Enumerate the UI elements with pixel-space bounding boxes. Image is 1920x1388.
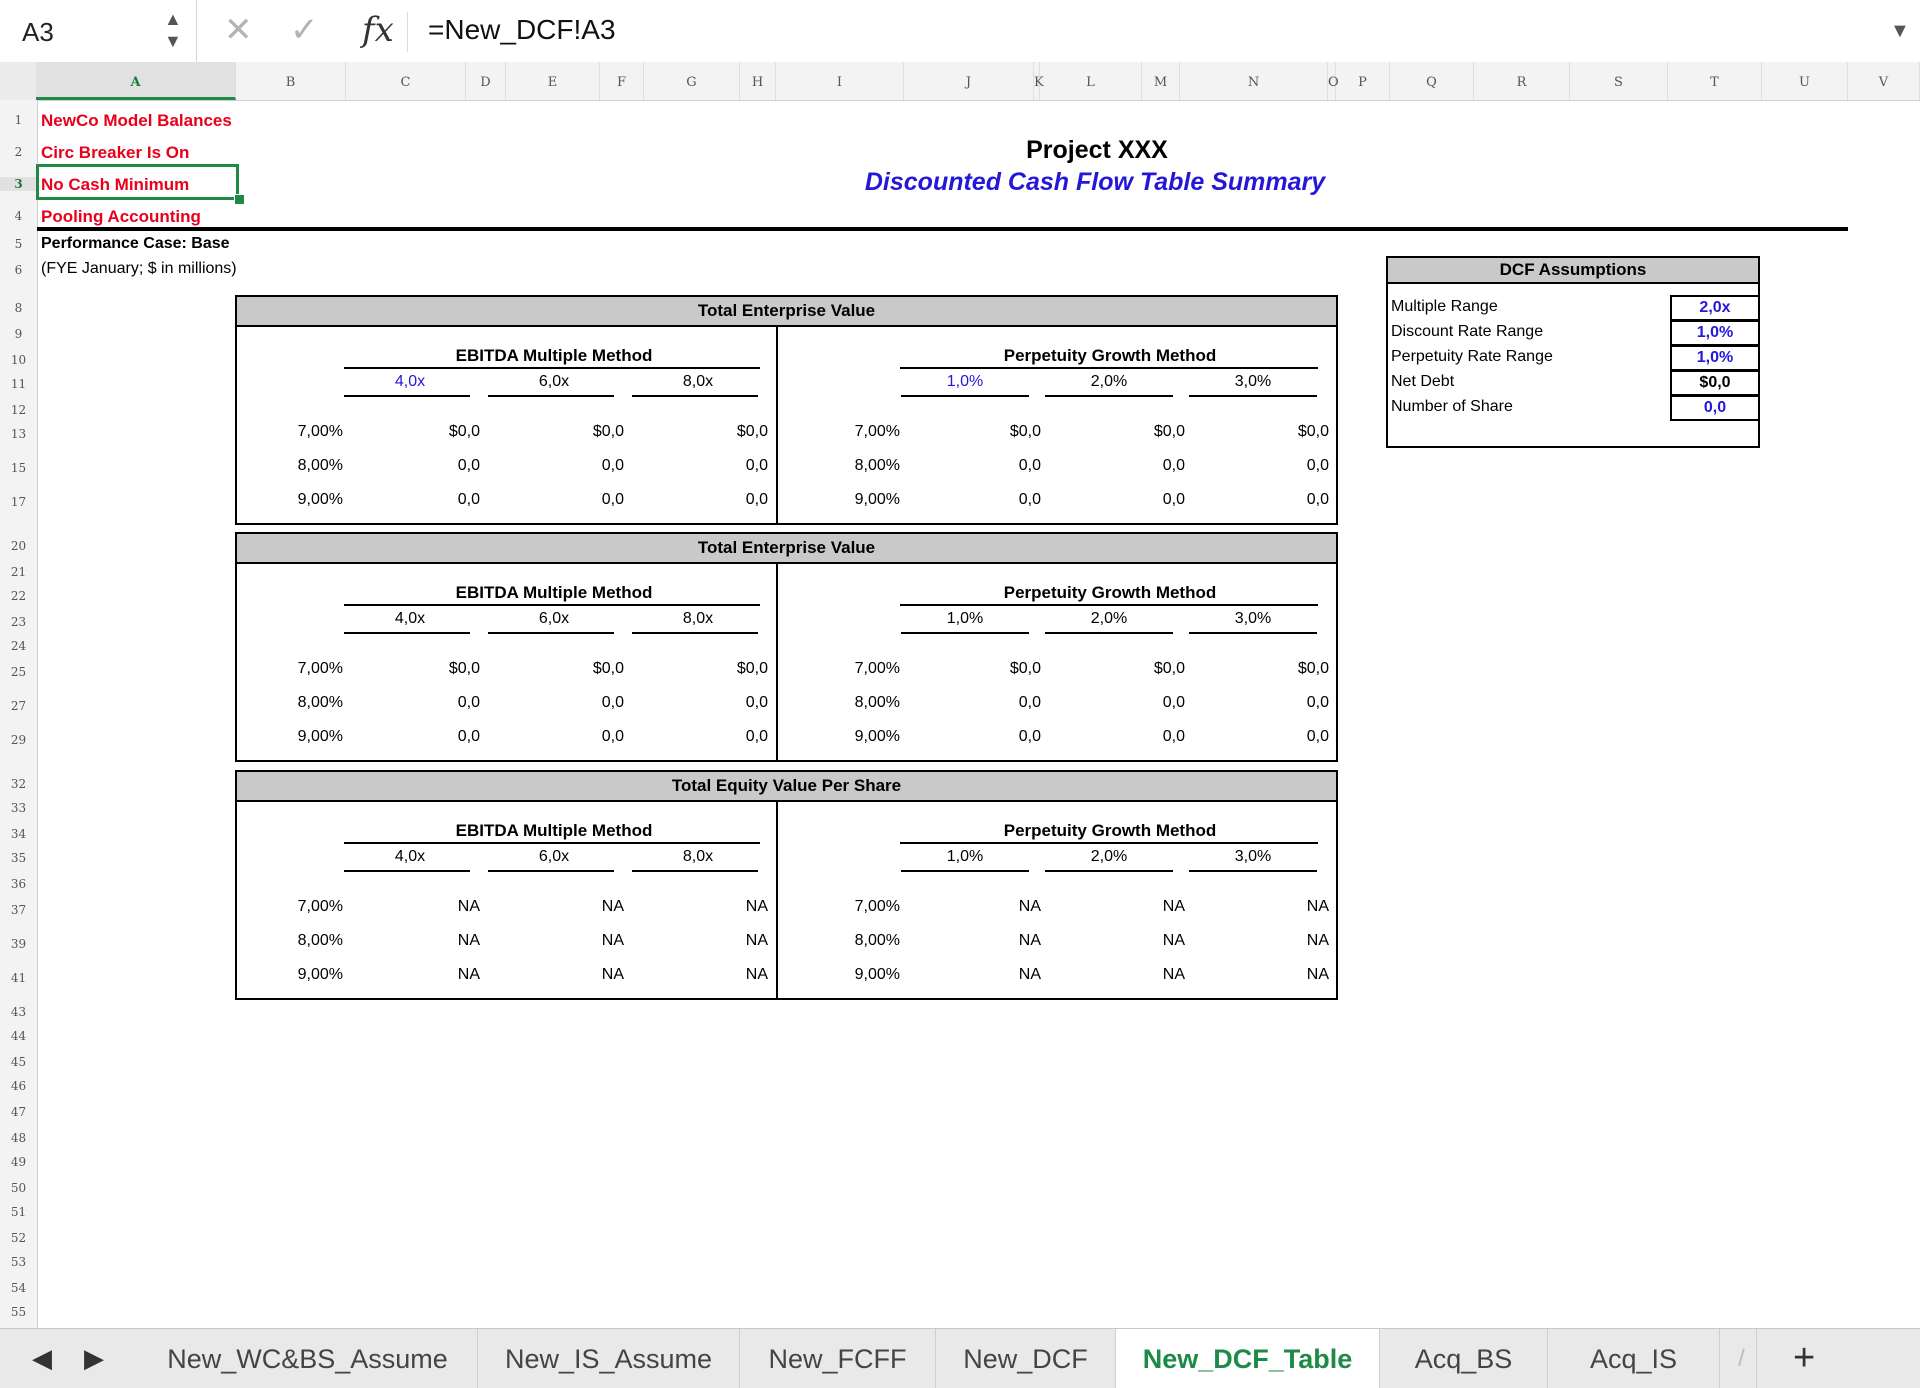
column-header-r[interactable]: R (1474, 62, 1570, 100)
header-rule (37, 227, 1848, 231)
sheet-tab-new-dcf[interactable]: New_DCF (936, 1329, 1116, 1388)
row-header-27[interactable]: 27 (10, 699, 27, 713)
table-cell[interactable]: 0,0 (1018, 694, 1041, 711)
perpetuity-method-title: Perpetuity Growth Method (1003, 583, 1217, 602)
growth-header[interactable]: 1,0% (946, 610, 984, 627)
growth-header[interactable]: 3,0% (1234, 610, 1272, 627)
column-header-d[interactable]: D (466, 62, 506, 100)
column-header-e[interactable]: E (506, 62, 600, 100)
column-header-bar (0, 62, 1920, 101)
growth-header[interactable]: 3,0% (1234, 848, 1272, 865)
row-header-54[interactable]: 54 (10, 1281, 27, 1295)
row-header-48[interactable]: 48 (10, 1131, 27, 1145)
ebitda-method-title: EBITDA Multiple Method (455, 821, 653, 840)
header-underline (1045, 395, 1173, 397)
method-underline (344, 367, 760, 369)
column-header-p[interactable]: P (1336, 62, 1390, 100)
table-cell[interactable]: 0,0 (745, 457, 768, 474)
discount-rate-label[interactable]: 9,00% (297, 966, 343, 983)
table-cell[interactable]: 0,0 (601, 457, 624, 474)
row-header-17[interactable]: 17 (10, 495, 27, 509)
table-cell[interactable]: NA (745, 966, 768, 983)
table-cell[interactable]: 0,0 (1162, 457, 1185, 474)
table-cell[interactable]: 0,0 (601, 491, 624, 508)
row-header-46[interactable]: 46 (10, 1079, 27, 1093)
sheet-tab-overflow[interactable]: / (1727, 1329, 1757, 1388)
multiple-header[interactable]: 6,0x (538, 610, 570, 627)
fill-handle[interactable] (234, 194, 245, 205)
table-cell[interactable]: 0,0 (745, 491, 768, 508)
page-subtitle: Discounted Cash Flow Table Summary (864, 168, 1326, 196)
name-box[interactable] (0, 0, 197, 62)
table-cell[interactable]: 0,0 (745, 694, 768, 711)
prev-sheet-icon[interactable]: ◀ (32, 1343, 52, 1373)
column-header-n[interactable]: N (1180, 62, 1328, 100)
method-underline (900, 604, 1318, 606)
perpetuity-method-title: Perpetuity Growth Method (1003, 346, 1217, 365)
discount-rate-label[interactable]: 9,00% (854, 491, 900, 508)
column-header-u[interactable]: U (1762, 62, 1848, 100)
row-header-50[interactable]: 50 (10, 1181, 27, 1195)
table-cell[interactable]: 0,0 (1162, 728, 1185, 745)
discount-rate-label[interactable]: 9,00% (854, 966, 900, 983)
header-underline (1189, 632, 1317, 634)
header-underline (344, 870, 470, 872)
header-underline (488, 632, 614, 634)
growth-header[interactable]: 2,0% (1090, 848, 1128, 865)
table-cell[interactable]: 0,0 (457, 457, 480, 474)
growth-header[interactable]: 2,0% (1090, 610, 1128, 627)
table-cell[interactable]: NA (1306, 932, 1329, 949)
table-cell[interactable]: NA (601, 898, 624, 915)
assumption-value[interactable]: 1,0% (1670, 320, 1760, 346)
table-cell[interactable]: $0,0 (1297, 660, 1329, 677)
table-cell[interactable]: 0,0 (745, 728, 768, 745)
header-underline (1189, 395, 1317, 397)
growth-header[interactable]: 1,0% (946, 373, 984, 390)
table-cell[interactable]: 0,0 (601, 728, 624, 745)
method-underline (344, 604, 760, 606)
page-title: Project XXX (1026, 136, 1168, 164)
header-underline (632, 395, 758, 397)
row-header-37[interactable]: 37 (10, 903, 27, 917)
header-underline (901, 870, 1029, 872)
table-cell[interactable]: NA (1018, 932, 1041, 949)
row-header-53[interactable]: 53 (10, 1255, 27, 1269)
function-icon[interactable]: fx (362, 10, 394, 50)
discount-rate-label[interactable]: 9,00% (297, 491, 343, 508)
table-cell[interactable]: 0,0 (1306, 457, 1329, 474)
table-cell[interactable]: 0,0 (1162, 694, 1185, 711)
assumption-value[interactable]: 0,0 (1670, 395, 1760, 421)
table-cell[interactable]: $0,0 (592, 423, 624, 440)
formula-bar (0, 0, 1920, 63)
table-cell[interactable]: 0,0 (1306, 491, 1329, 508)
table-divider (776, 800, 778, 1000)
row-header-2[interactable]: 2 (14, 145, 23, 159)
table-cell[interactable]: 0,0 (1018, 491, 1041, 508)
row-header-1[interactable]: 1 (14, 113, 23, 127)
discount-rate-label[interactable]: 8,00% (854, 932, 900, 949)
method-underline (900, 842, 1318, 844)
multiple-header[interactable]: 4,0x (394, 373, 426, 390)
row-header-13[interactable]: 13 (10, 427, 27, 441)
sheet-tab-new-wc-bs-assume[interactable]: New_WC&BS_Assume (138, 1329, 478, 1388)
row-header-15[interactable]: 15 (10, 461, 27, 475)
column-header-c[interactable]: C (346, 62, 466, 100)
assumption-label[interactable]: Discount Rate Range (1391, 323, 1544, 340)
discount-rate-label[interactable]: 8,00% (854, 457, 900, 474)
column-header-k[interactable]: K (1034, 62, 1040, 100)
row-header-45[interactable]: 45 (10, 1055, 27, 1069)
assumption-value[interactable]: 1,0% (1670, 345, 1760, 371)
table-cell[interactable]: NA (1162, 898, 1185, 915)
table-cell[interactable]: NA (457, 932, 480, 949)
table-cell[interactable]: NA (1162, 932, 1185, 949)
row-header-55[interactable]: 55 (10, 1305, 27, 1319)
table-cell[interactable]: 0,0 (1018, 457, 1041, 474)
table-cell[interactable]: $0,0 (1009, 423, 1041, 440)
table-cell[interactable]: 0,0 (1306, 694, 1329, 711)
table-cell[interactable]: NA (601, 932, 624, 949)
row-header-41[interactable]: 41 (10, 971, 27, 985)
header-underline (1045, 870, 1173, 872)
row-header-51[interactable]: 51 (10, 1205, 27, 1219)
table-cell[interactable]: NA (457, 966, 480, 983)
row-header-25[interactable]: 25 (10, 665, 27, 679)
column-header-m[interactable]: M (1142, 62, 1180, 100)
dcf-assumptions-title: DCF Assumptions (1388, 258, 1758, 284)
table-cell[interactable]: NA (745, 898, 768, 915)
column-header-h[interactable]: H (740, 62, 776, 100)
table-title: Total Equity Value Per Share (237, 772, 1336, 802)
header-underline (344, 395, 470, 397)
row-header-29[interactable]: 29 (10, 733, 27, 747)
header-underline (1045, 632, 1173, 634)
table-title: Total Enterprise Value (237, 534, 1336, 564)
table-cell[interactable]: NA (1018, 898, 1041, 915)
table-cell[interactable]: 0,0 (457, 694, 480, 711)
discount-rate-label[interactable]: 7,00% (854, 898, 900, 915)
row-header-47[interactable]: 47 (10, 1105, 27, 1119)
method-underline (344, 842, 760, 844)
sheet-tab-new-is-assume[interactable]: New_IS_Assume (478, 1329, 740, 1388)
header-underline (901, 395, 1029, 397)
column-header-l[interactable]: L (1040, 62, 1142, 100)
table-cell[interactable]: $0,0 (448, 423, 480, 440)
table-cell[interactable]: 0,0 (457, 491, 480, 508)
column-header-g[interactable]: G (644, 62, 740, 100)
sheet-tab-new-fcff[interactable]: New_FCFF (740, 1329, 936, 1388)
flag-model-balances[interactable]: NewCo Model Balances (41, 111, 232, 130)
table-divider (776, 562, 778, 762)
multiple-header[interactable]: 8,0x (682, 373, 714, 390)
row-header-49[interactable]: 49 (10, 1155, 27, 1169)
header-underline (632, 870, 758, 872)
column-header-q[interactable]: Q (1390, 62, 1474, 100)
multiple-header[interactable]: 4,0x (394, 848, 426, 865)
assumption-value[interactable]: $0,0 (1670, 370, 1760, 396)
assumption-label[interactable]: Number of Share (1391, 398, 1513, 415)
chevron-down-icon[interactable]: ▼ (164, 31, 182, 51)
multiple-header[interactable]: 4,0x (394, 610, 426, 627)
header-underline (1189, 870, 1317, 872)
next-sheet-icon[interactable]: ▶ (84, 1343, 104, 1373)
table-cell[interactable]: 0,0 (1162, 491, 1185, 508)
multiple-header[interactable]: 6,0x (538, 373, 570, 390)
perpetuity-method-title: Perpetuity Growth Method (1003, 821, 1217, 840)
table-cell[interactable]: $0,0 (592, 660, 624, 677)
header-underline (488, 870, 614, 872)
table-cell[interactable]: NA (1018, 966, 1041, 983)
discount-rate-label[interactable]: 7,00% (854, 423, 900, 440)
growth-header[interactable]: 2,0% (1090, 373, 1128, 390)
row-header-24[interactable]: 24 (10, 639, 27, 653)
table-cell[interactable]: $0,0 (736, 660, 768, 677)
table-cell[interactable]: NA (1306, 898, 1329, 915)
row-header-9[interactable]: 9 (14, 327, 23, 341)
row-header-22[interactable]: 22 (10, 589, 27, 603)
assumption-value[interactable]: 2,0x (1670, 295, 1760, 321)
discount-rate-label[interactable]: 8,00% (297, 457, 343, 474)
formula-input[interactable]: =New_DCF!A3 (428, 14, 616, 45)
row-header-43[interactable]: 43 (10, 1005, 27, 1019)
select-all-corner[interactable] (0, 62, 37, 100)
row-header-20[interactable]: 20 (10, 539, 27, 553)
row-header-36[interactable]: 36 (10, 877, 27, 891)
column-header-f[interactable]: F (600, 62, 644, 100)
row-header-10[interactable]: 10 (10, 353, 27, 367)
table-cell[interactable]: $0,0 (1297, 423, 1329, 440)
fye-note[interactable]: (FYE January; $ in millions) (41, 260, 237, 277)
chevron-up-icon[interactable]: ▲ (164, 9, 182, 29)
table-cell[interactable]: $0,0 (448, 660, 480, 677)
row-header-32[interactable]: 32 (10, 777, 27, 791)
multiple-header[interactable]: 8,0x (682, 610, 714, 627)
growth-header[interactable]: 3,0% (1234, 373, 1272, 390)
header-underline (344, 632, 470, 634)
discount-rate-label[interactable]: 7,00% (854, 660, 900, 677)
confirm-icon[interactable]: ✓ (290, 11, 319, 49)
row-header-12[interactable]: 12 (10, 403, 27, 417)
table-cell[interactable]: $0,0 (1153, 423, 1185, 440)
row-header-35[interactable]: 35 (10, 851, 27, 865)
flag-cash-minimum[interactable]: No Cash Minimum (41, 175, 190, 194)
table-cell[interactable]: NA (745, 932, 768, 949)
column-header-t[interactable]: T (1668, 62, 1762, 100)
multiple-header[interactable]: 6,0x (538, 848, 570, 865)
table-title: Total Enterprise Value (237, 297, 1336, 327)
discount-rate-label[interactable]: 9,00% (297, 728, 343, 745)
column-header-s[interactable]: S (1570, 62, 1668, 100)
row-header-bar (0, 100, 38, 1328)
row-header-23[interactable]: 23 (10, 615, 27, 629)
performance-case[interactable]: Performance Case: Base (41, 235, 230, 252)
table-cell[interactable]: NA (1162, 966, 1185, 983)
column-header-v[interactable]: V (1848, 62, 1920, 100)
assumption-label[interactable]: Net Debt (1391, 373, 1455, 390)
row-header-33[interactable]: 33 (10, 801, 27, 815)
discount-rate-label[interactable]: 8,00% (297, 694, 343, 711)
column-header-i[interactable]: I (776, 62, 904, 100)
discount-rate-label[interactable]: 7,00% (297, 660, 343, 677)
row-header-11[interactable]: 11 (10, 377, 27, 391)
table-cell[interactable]: NA (601, 966, 624, 983)
row-header-5[interactable]: 5 (14, 237, 23, 251)
table-cell[interactable]: $0,0 (1009, 660, 1041, 677)
discount-rate-label[interactable]: 8,00% (297, 932, 343, 949)
table-cell[interactable]: 0,0 (457, 728, 480, 745)
assumption-label[interactable]: Perpetuity Rate Range (1391, 348, 1553, 365)
header-underline (901, 632, 1029, 634)
growth-header[interactable]: 1,0% (946, 848, 984, 865)
table-cell[interactable]: 0,0 (1018, 728, 1041, 745)
table-divider (776, 325, 778, 525)
method-underline (900, 367, 1318, 369)
column-header-a[interactable]: A (36, 62, 236, 100)
row-header-21[interactable]: 21 (10, 565, 27, 579)
row-header-52[interactable]: 52 (10, 1231, 27, 1245)
assumption-label[interactable]: Multiple Range (1391, 298, 1498, 315)
row-header-4[interactable]: 4 (14, 209, 23, 223)
discount-rate-label[interactable]: 7,00% (297, 423, 343, 440)
discount-rate-label[interactable]: 8,00% (854, 694, 900, 711)
row-header-3[interactable]: 3 (0, 177, 37, 191)
sheet-tab-bar (0, 1328, 1920, 1388)
sheet-tab-new-dcf-table[interactable]: New_DCF_Table (1116, 1329, 1380, 1388)
flag-circ-breaker[interactable]: Circ Breaker Is On (41, 143, 190, 162)
ebitda-method-title: EBITDA Multiple Method (455, 346, 653, 365)
table-cell[interactable]: 0,0 (1306, 728, 1329, 745)
add-sheet-icon[interactable]: + (1793, 1337, 1816, 1379)
table-cell[interactable]: 0,0 (601, 694, 624, 711)
discount-rate-label[interactable]: 9,00% (854, 728, 900, 745)
column-header-b[interactable]: B (236, 62, 346, 100)
table-cell[interactable]: $0,0 (736, 423, 768, 440)
table-cell[interactable]: $0,0 (1153, 660, 1185, 677)
sheet-tab-acq-bs[interactable]: Acq_BS (1380, 1329, 1548, 1388)
column-header-j[interactable]: J (904, 62, 1034, 100)
sheet-tab-acq-is[interactable]: Acq_IS (1548, 1329, 1720, 1388)
row-header-44[interactable]: 44 (10, 1029, 27, 1043)
row-header-34[interactable]: 34 (10, 827, 27, 841)
table-cell[interactable]: NA (1306, 966, 1329, 983)
cancel-icon[interactable]: ✕ (224, 11, 253, 49)
row-header-8[interactable]: 8 (14, 301, 23, 315)
cell-reference[interactable]: A3 (22, 17, 54, 47)
row-header-39[interactable]: 39 (10, 937, 27, 951)
formula-divider (407, 12, 408, 52)
multiple-header[interactable]: 8,0x (682, 848, 714, 865)
ebitda-method-title: EBITDA Multiple Method (455, 583, 653, 602)
selected-cell-A3[interactable] (36, 164, 239, 200)
discount-rate-label[interactable]: 7,00% (297, 898, 343, 915)
header-underline (632, 632, 758, 634)
table-cell[interactable]: NA (457, 898, 480, 915)
column-header-o[interactable]: O (1328, 62, 1336, 100)
row-header-6[interactable]: 6 (14, 263, 23, 277)
flag-pooling-accounting[interactable]: Pooling Accounting (41, 207, 201, 226)
header-underline (488, 395, 614, 397)
expand-formula-icon[interactable]: ▼ (1890, 20, 1910, 42)
